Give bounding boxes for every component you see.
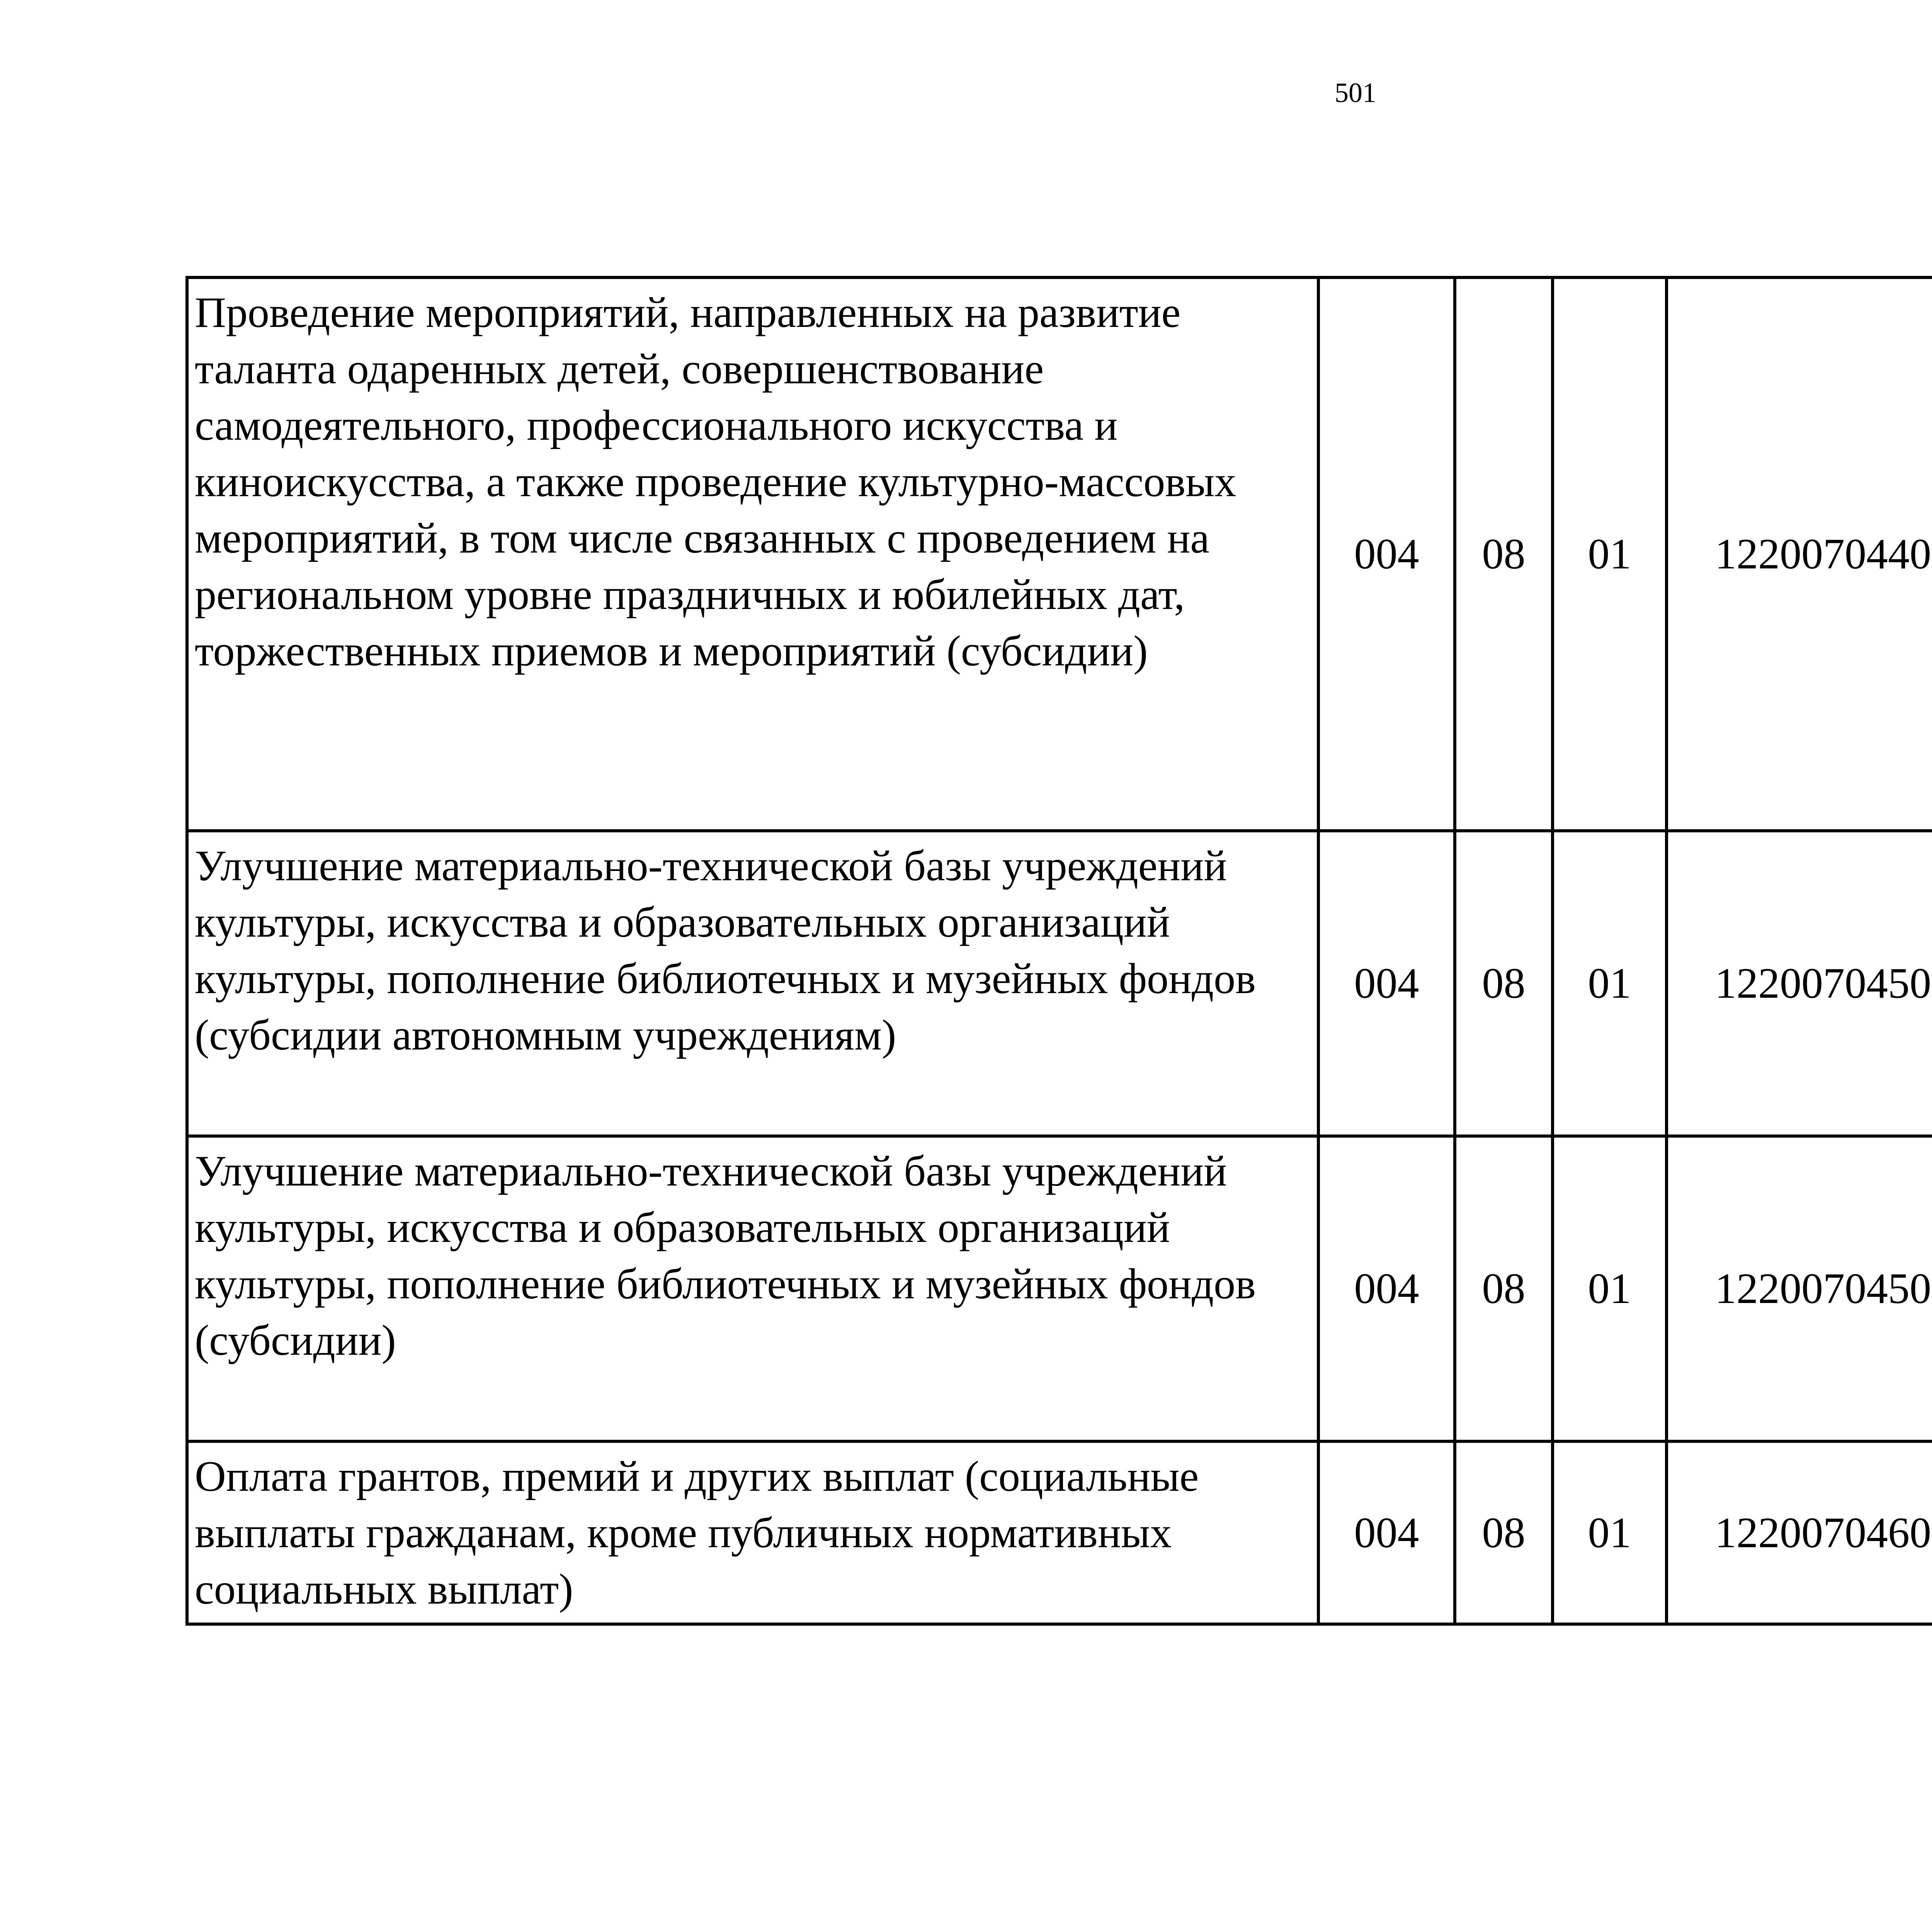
row-description: Проведение мероприятий, направленных на развитие таланта одаренных детей, совершенствование самодеятельного, профессионального искусства и киноискусства, а также проведение культурно-массовых мероприятий, в том числе связанных с проведением на региональном уровне праздничных и юбилейных дат, торжественных приемов и мероприятий (субсидии) [187, 277, 1318, 831]
target-article-code: 1220070450 [1667, 1136, 1932, 1441]
target-article-code: 1220070450 [1667, 831, 1932, 1136]
ministry-code: 004 [1318, 277, 1455, 831]
page-number: 501 [1335, 77, 1376, 108]
table-row [187, 1441, 1932, 1624]
subsection-code: 01 [1553, 1136, 1667, 1441]
section-code: 08 [1455, 277, 1553, 831]
subsection-code: 01 [1553, 277, 1667, 831]
row-description: Улучшение материально-технической базы учреждений культуры, искусства и образовательных организаций культуры, пополнение библиотечных и музейных фондов (субсидии) [187, 1136, 1318, 1441]
target-article-code: 1220070440 [1667, 277, 1932, 831]
ministry-code: 004 [1318, 1441, 1455, 1624]
table-row [187, 831, 1932, 1136]
table-row [187, 277, 1932, 831]
subsection-code: 01 [1553, 831, 1667, 1136]
section-code: 08 [1455, 1136, 1553, 1441]
row-description: Улучшение материально-технической базы учреждений культуры, искусства и образовательных организаций культуры, пополнение библиотечных и музейных фондов (субсидии автономным учреждениям) [187, 831, 1318, 1136]
subsection-code: 01 [1553, 1441, 1667, 1624]
table-row [187, 1136, 1932, 1441]
target-article-code: 1220070460 [1667, 1441, 1932, 1624]
section-code: 08 [1455, 1441, 1553, 1624]
ministry-code: 004 [1318, 831, 1455, 1136]
row-description: Оплата грантов, премий и других выплат (социальные выплаты гражданам, кроме публичных нормативных социальных выплат) [187, 1441, 1318, 1624]
ministry-code: 004 [1318, 1136, 1455, 1441]
section-code: 08 [1455, 831, 1553, 1136]
budget-table [185, 276, 1932, 1626]
